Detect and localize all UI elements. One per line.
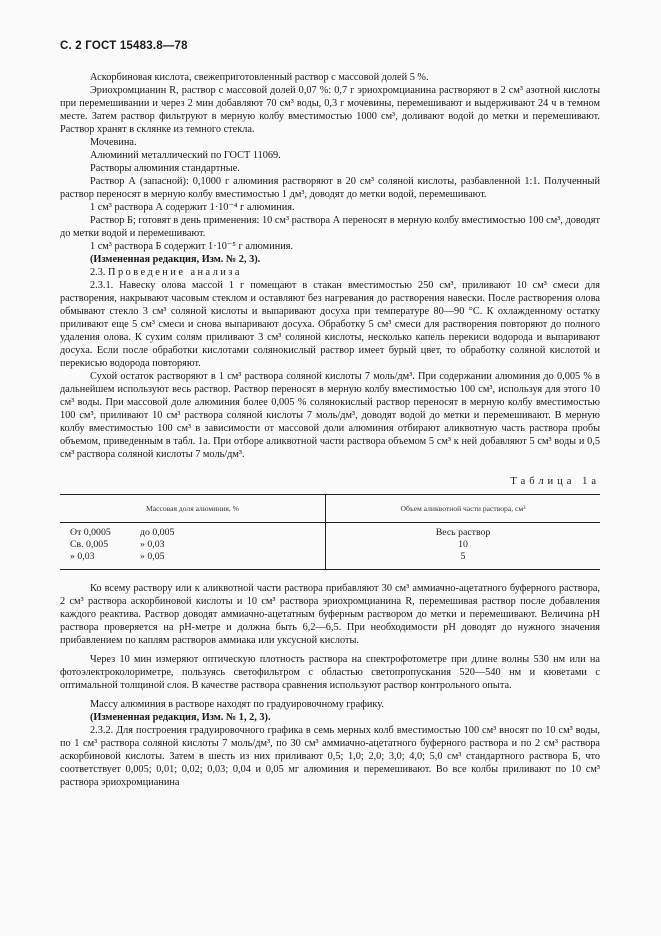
table-cell-volume: 10: [458, 539, 468, 550]
paragraph: Мочевина.: [90, 137, 137, 148]
paragraph: Сухой остаток растворяют в 1 см³ раствора соляной кислоты 7 моль/дм³. При содержании алюминия до 0,005 % в дальнейшем используют весь раствор. Раствор переносят в мерную колбу вместимостью 100 см³, используя для этого 10 см³ воды. При массовой доле алюминия более 0,005 % солянокислый раствор переносят в мерную колбу вместимостью 100 см³, приливают 10 см³ раствора соляной кислоты 7 моль/дм³, доводят водой до метки и перемешивают. В мерную колбу вместимостью 100 см³ в зависимости от массовой доли алюминия отбирают аликвотную часть раствора пробы объемом, приведенным в табл. 1а. При отборе аликвотной части раствора объемом 5 см³ к ней добавляют 5 см³ воды и 0,5 см³ раствора соляной кислоты 7 моль/дм³.: [60, 371, 600, 460]
section-heading: [60, 266, 600, 279]
table-cell-range: [60, 523, 326, 540]
table-header-mass-fraction: Массовая доля алюминия, %: [60, 495, 326, 523]
paragraph: 2.3.1. Навеску олова массой 1 г помещают в стакан вместимостью 250 см³, приливают 10 см³ смеси для растворения, накрывают часовым стеклом и оставляют без нагревания до растворения навески. После растворения олова обмывают стекло 3 см³ соляной кислоты и выпаривают досуха при температуре 80—90 °С. К охлажденному остатку приливают еще 5 см³ смеси и снова выпаривают досуха. Обработку 5 см³ смеси для растворения повторяют до полного удаления олова. К сухим солям приливают 3 см³ соляной кислоты, несколько капель перекиси водорода и выпаривают досуха. Если после обработки кислотами солянокислый раствор имеет бурый цвет, то обработку соляной кислотой и перекисью водорода повторяют.: [60, 280, 600, 369]
table-header-volume: Объем аликвотной части раствора, см³: [326, 495, 601, 523]
page-header: С. 2 ГОСТ 15483.8—78: [60, 40, 188, 52]
table-row: [60, 551, 600, 570]
table-cell-volume: 5: [326, 551, 601, 570]
paragraph: Раствор Б; готовят в день применения: 10 см³ раствора А переносят в мерную колбу вместимостью 100 см³, доводят до метки водой и перемешивают.: [60, 215, 600, 239]
section-title: Проведение анализа: [108, 267, 243, 278]
range-from: Св. 0,005: [70, 539, 109, 550]
table-cell-volume: Весь раствор: [435, 527, 491, 538]
table-cell-range: [60, 551, 326, 570]
paragraph: 1 см³ раствора Б содержит 1·10⁻⁵ г алюминия.: [90, 241, 294, 252]
section-number: 2.3.: [90, 267, 106, 278]
paragraph: Через 10 мин измеряют оптическую плотность раствора на спектрофотометре при длине волны 530 нм или на фотоэлектроколориметре, пользуясь светофильтром с областью светопропускания 520—540 нм и кюветами с оптимальной толщиной слоя. В качестве раствора сравнения используют раствор контрольного опыта.: [60, 654, 600, 691]
range-to: » 0,05: [140, 551, 165, 562]
table-caption: Таблица 1а: [510, 476, 600, 487]
paragraph: Алюминий металлический по ГОСТ 11069.: [90, 150, 281, 161]
table-row: [60, 539, 600, 551]
range-from: От 0,0005: [70, 527, 111, 538]
paragraph: Ко всему раствору или к аликвотной части раствора прибавляют 30 см³ аммиачно-ацетатного буферного раствора, 2 см³ раствора аскорбиновой кислоты и 10 см³ раствора эриохромцианина R, перемешивая раствор после добавления каждого реактива. Раствор доводят аммиачно-ацетатным буферным раствором до метки и перемешивают. Величина рН раствора проверяется на рН-метре и должна быть 6,2—6,5. При необходимости рН доводят до нужного значения прибавлением по каплям растворов аммиака или уксусной кислоты.: [60, 583, 600, 646]
paragraph: 2.3.2. Для построения градуировочного графика в семь мерных колб вместимостью 100 см³ вносят по 10 см³ воды, по 1 см³ раствора соляной кислоты 7 моль/дм³, по 30 см³ аммиачно-ацетатного буферного раствора и по 2 см³ раствора аскорбиновой кислоты. Затем в шесть из них приливают 0,5; 1,0; 2,0; 3,0; 4,0; 5,0 см³ стандартного раствора Б, что соответствует 0,005; 0,01; 0,02; 0,03; 0,04 и 0,05 мг алюминия и перемешивают. Во все колбы приливают по 10 см³ раствора эриохромцианина: [60, 725, 600, 788]
paragraph: Эриохромцианин R, раствор с массовой долей 0,07 %: 0,7 г эриохромцианина растворяют в 2 см³ азотной кислоты при перемешивании и через 2 мин добавляют 70 см³ воды, 0,3 г мочевины, перемешивают и выдерживают 24 ч в темном месте. Затем раствор фильтруют в мерную колбу вместимостью 1000 см³, доливают водой до метки и перемешивают. Раствор хранят в склянке из темного стекла.: [60, 85, 600, 135]
table-cell-range: [60, 539, 326, 551]
range-to: до 0,005: [140, 527, 175, 538]
range-from: » 0,03: [70, 551, 95, 562]
edition-note: (Измененная редакция, Изм. № 1, 2, 3).: [90, 712, 271, 723]
paragraph: Растворы алюминия стандартные.: [90, 163, 240, 174]
paragraph: 1 см³ раствора А содержит 1·10⁻⁴ г алюминия.: [90, 202, 295, 213]
paragraph: Аскорбиновая кислота, свежеприготовленный раствор с массовой долей 5 %.: [90, 72, 429, 83]
range-to: » 0,03: [140, 539, 165, 550]
table-row: [60, 523, 600, 540]
paragraph: Раствор А (запасной): 0,1000 г алюминия растворяют в 20 см³ соляной кислоты, разбавленной 1:1. Полученный раствор переносят в мерную колбу вместимостью 1 дм³, доводят до метки водой, перемешивают.: [60, 176, 600, 200]
edition-note: (Измененная редакция, Изм. № 2, 3).: [90, 254, 261, 265]
table-1a: [60, 494, 600, 570]
paragraph: Массу алюминия в растворе находят по градуировочному графику.: [90, 699, 384, 710]
page: [60, 40, 600, 789]
